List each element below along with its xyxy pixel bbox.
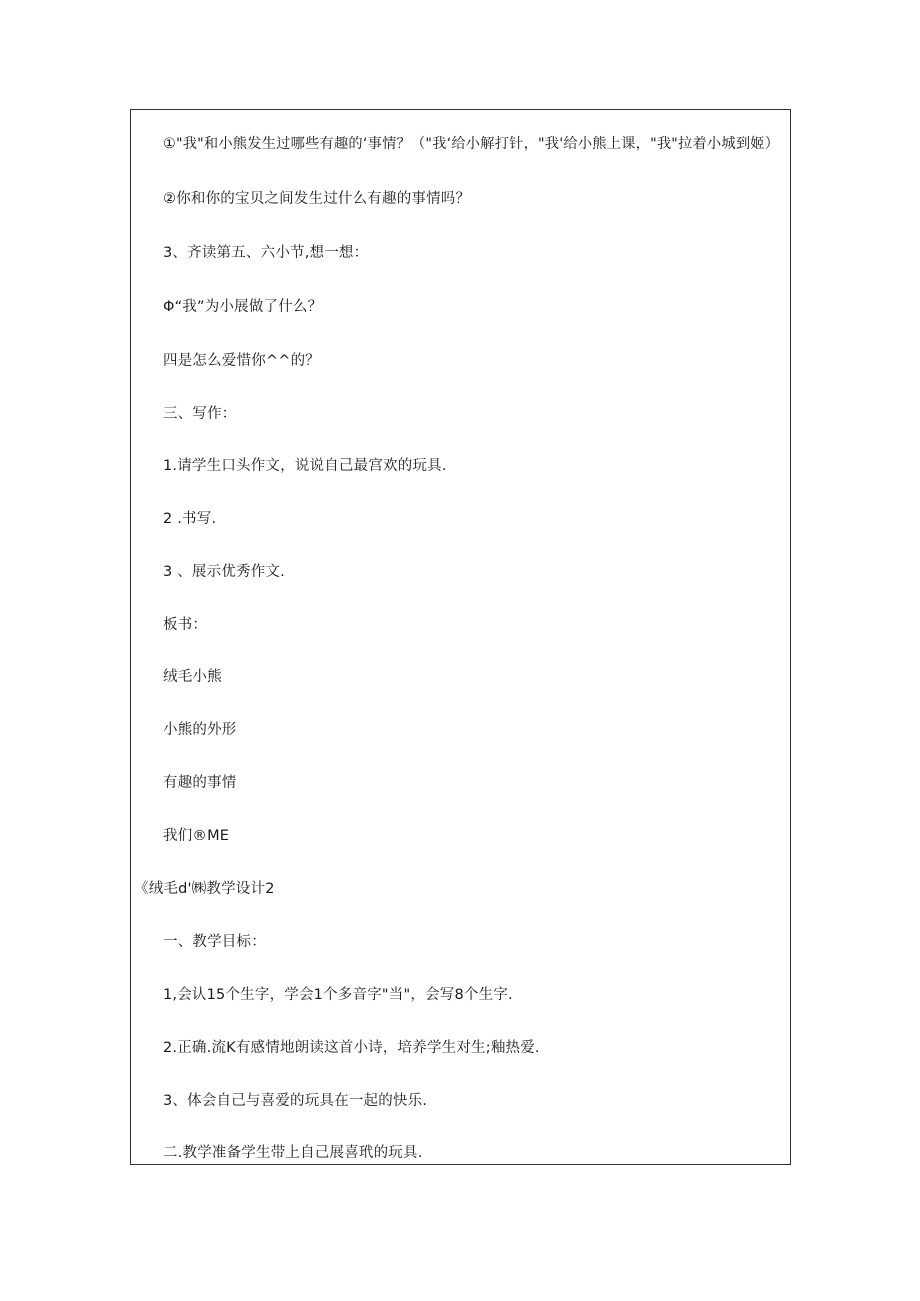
text-line: 有趣的事情 <box>163 775 237 791</box>
text-line: 3 、展示优秀作文. <box>163 564 285 580</box>
text-line: Φ“我”为小展做了什么？ <box>163 299 323 315</box>
text-line: 2.正确.流K有感情地朗读这首小诗，培养学生对生;釉热爱. <box>163 1040 540 1056</box>
text-line: ②你和你的宝贝之间发生过什么有趣的事情吗？ <box>163 191 471 207</box>
text-line: 2 .书写. <box>163 511 217 527</box>
document-frame <box>130 109 791 1165</box>
text-line: 绒毛小熊 <box>163 669 222 685</box>
document-title: 《绒毛d'㈱教学设计2 <box>134 881 275 897</box>
text-line: ①"我"和小熊发生过哪些有趣的‘事情？（"我‘给小解打针，"我'给小熊上课，"我"拉着小城到姬） <box>163 136 780 152</box>
text-line: 四是怎么爱惜你^^的？ <box>163 353 320 369</box>
text-line: 我们®ME <box>163 828 230 844</box>
text-line: 3、齐读第五、六小节,想一想： <box>163 245 369 261</box>
text-line: 1.请学生口头作文，说说自己最宫欢的玩具. <box>163 458 447 474</box>
text-line: 小熊的外形 <box>163 722 237 738</box>
text-line: 板书： <box>163 617 208 633</box>
section-heading: 一、教学目标： <box>163 934 266 950</box>
section-heading: 三、写作： <box>163 406 237 422</box>
text-line: 1,会认15个生字，学会1个多音字"当"，会写8个生字. <box>163 987 513 1003</box>
section-heading: 二.教学准备学生带上自己展喜玳的玩具. <box>163 1145 423 1161</box>
text-line: 3、体会自己与喜爱的玩具在一起的快乐. <box>163 1093 428 1109</box>
